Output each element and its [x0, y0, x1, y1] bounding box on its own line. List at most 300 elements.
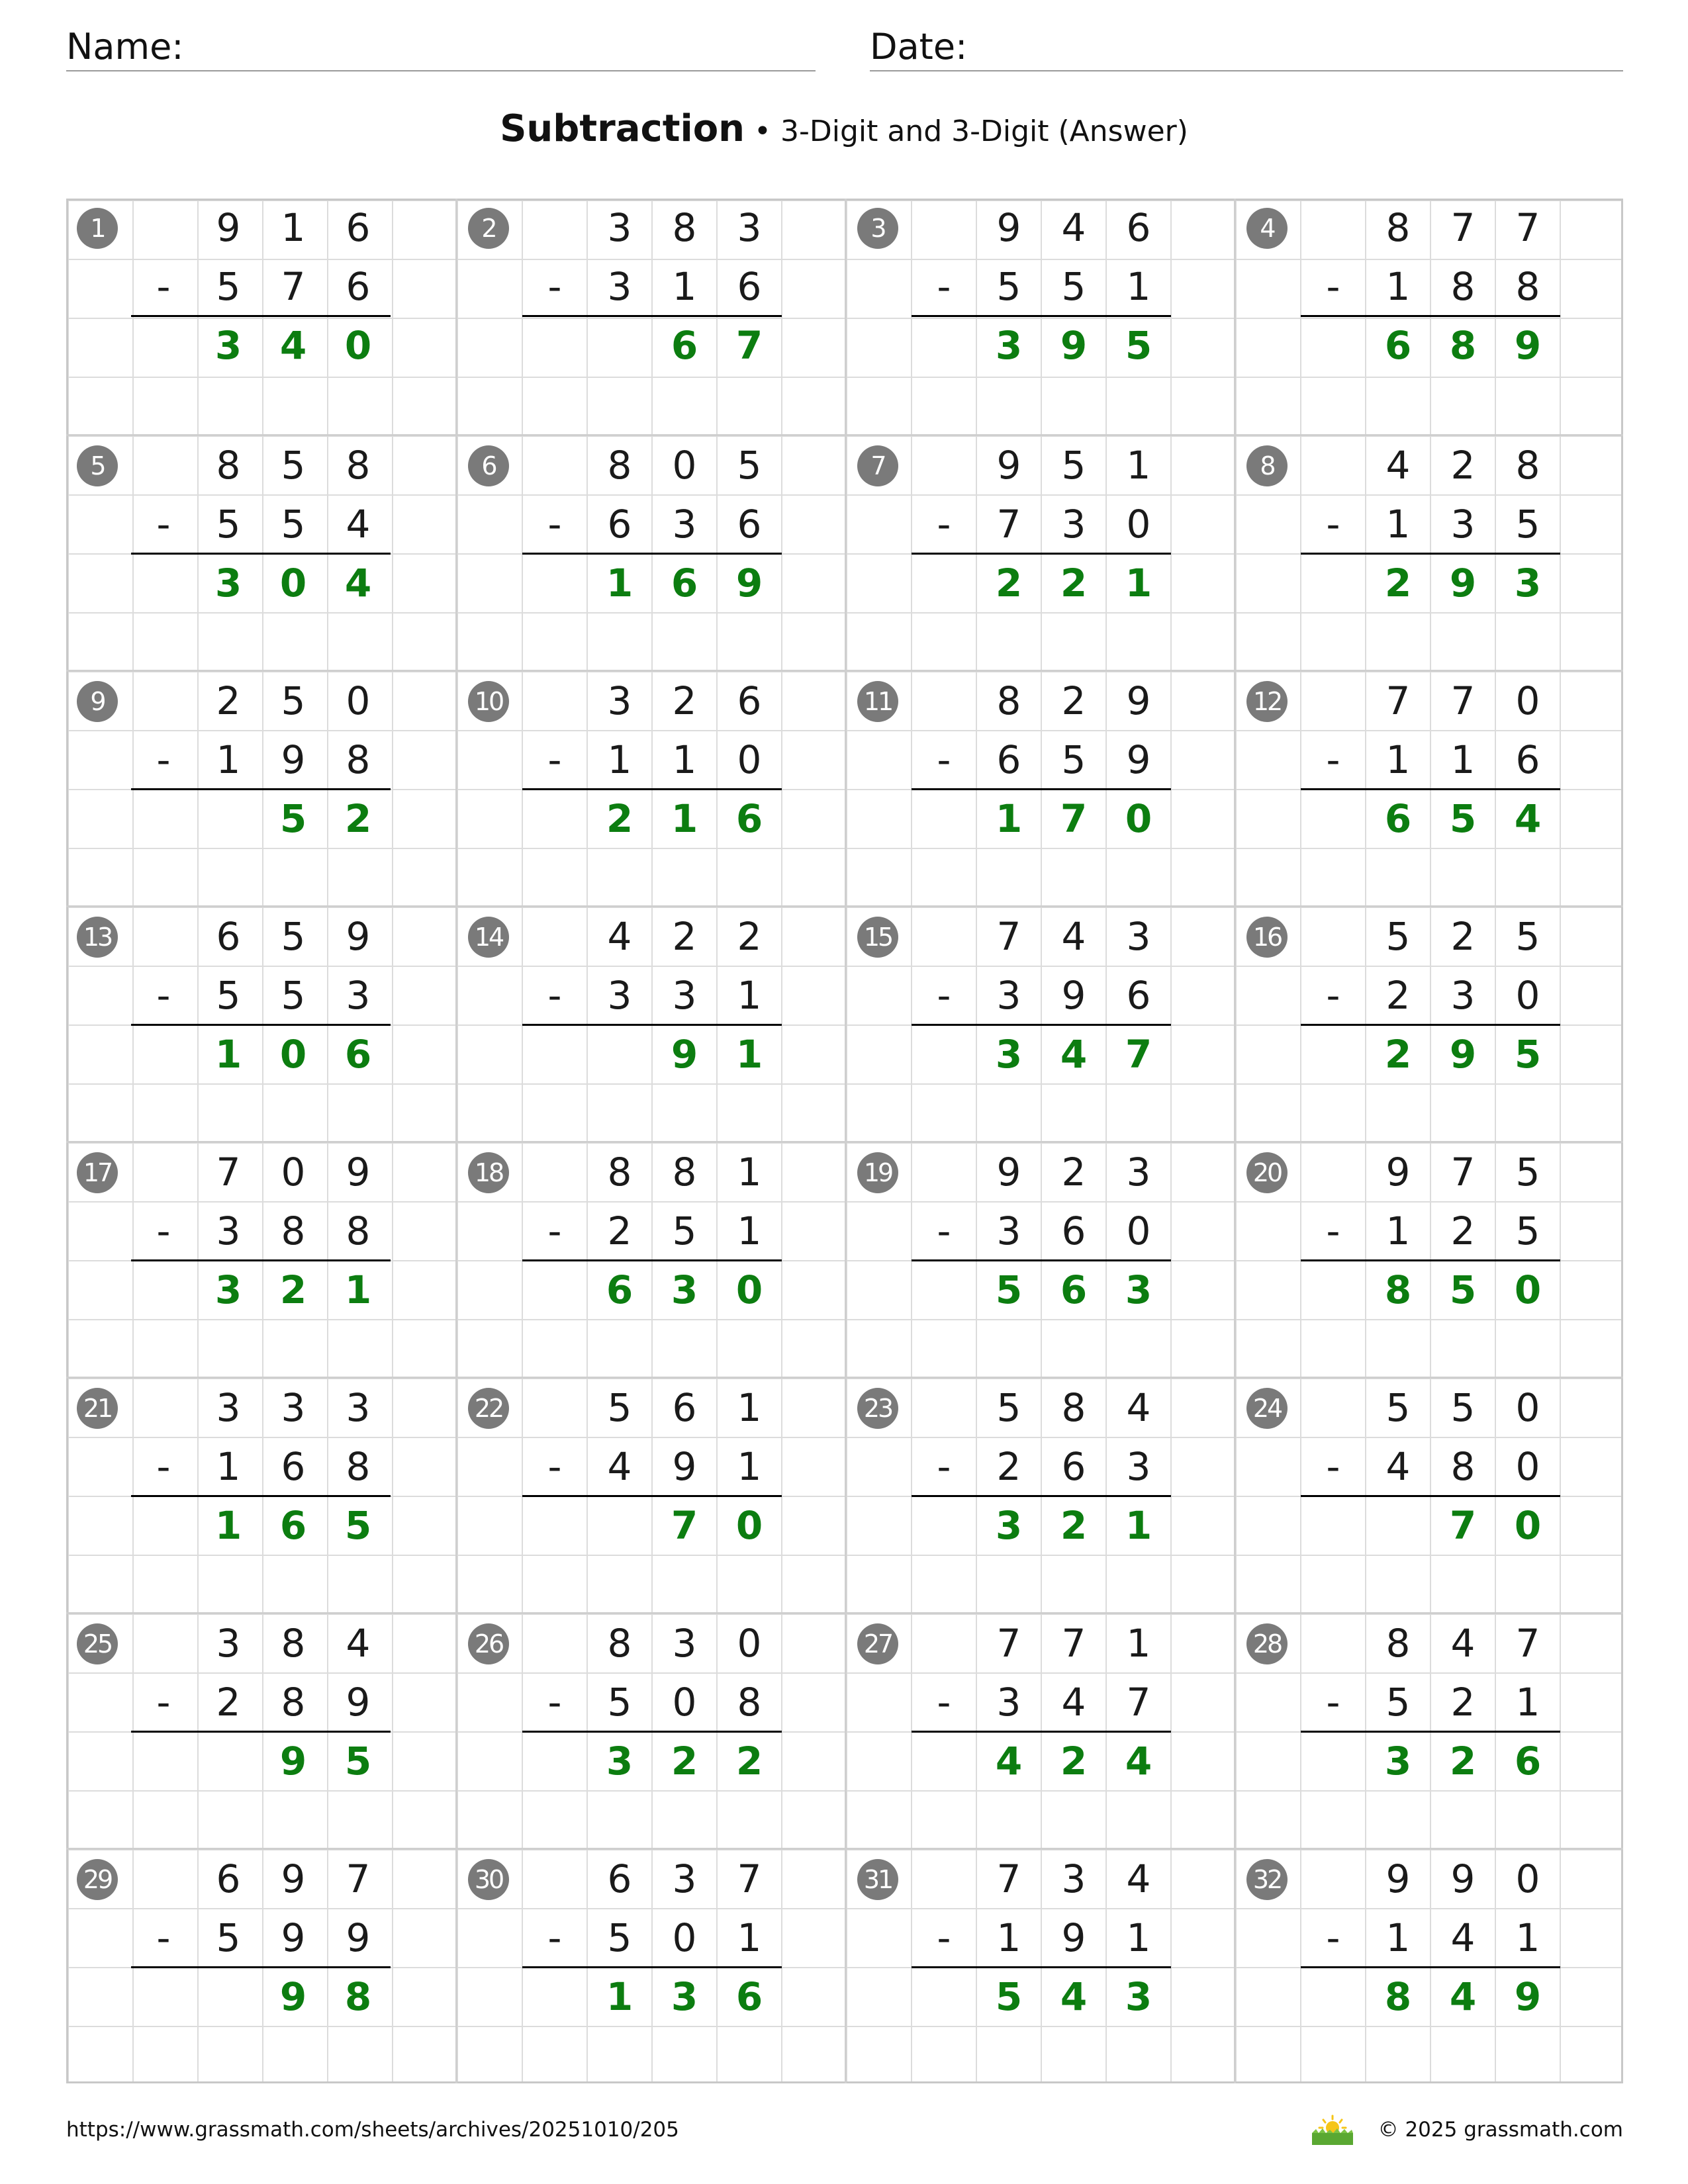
subtrahend-digit: 0 — [672, 1915, 697, 1960]
subtrahend-digit: 4 — [346, 502, 371, 547]
answer-digit: 7 — [735, 323, 763, 368]
problem-number-badge: 25 — [77, 1623, 118, 1664]
problem-29 — [66, 1848, 455, 2083]
subtrahend-digit: 6 — [281, 1444, 306, 1489]
subtrahend-digit: 8 — [346, 737, 371, 782]
problem-5 — [66, 434, 455, 670]
subtrahend-digit: 2 — [1385, 973, 1411, 1018]
subtrahend-digit: 1 — [737, 973, 762, 1018]
problem-14 — [455, 905, 845, 1141]
answer-digit: 5 — [1514, 1032, 1542, 1077]
subtrahend-digit: 6 — [737, 502, 762, 547]
minuend-digit: 9 — [281, 1856, 306, 1901]
problem-number-badge: 32 — [1246, 1859, 1288, 1900]
answer-digit: 2 — [606, 796, 633, 841]
subtrahend-digit: 1 — [1515, 1680, 1540, 1725]
subtrahend-digit: 5 — [216, 502, 241, 547]
minuend-digit: 9 — [1450, 1856, 1476, 1901]
answer-digit: 1 — [606, 1974, 633, 2019]
problem-12 — [1234, 670, 1623, 905]
problem-number-badge: 1 — [77, 208, 118, 249]
subtrahend-digit: 6 — [607, 502, 632, 547]
subtrahend-digit: 1 — [1385, 737, 1411, 782]
subtrahend-digit: 0 — [1126, 1208, 1151, 1253]
minus-sign: - — [937, 1915, 951, 1960]
answer-digit: 7 — [1125, 1032, 1152, 1077]
minuend-digit: 0 — [672, 443, 697, 488]
footer-brand — [1309, 2111, 1623, 2148]
minuend-digit: 6 — [346, 205, 371, 250]
minuend-digit: 7 — [1515, 1621, 1540, 1666]
minus-sign: - — [1326, 502, 1340, 547]
minuend-digit: 8 — [1385, 205, 1411, 250]
answer-digit: 4 — [1060, 1032, 1088, 1077]
minuend-digit: 7 — [1061, 1621, 1086, 1666]
problem-number-badge: 18 — [468, 1152, 509, 1193]
subtrahend-digit: 0 — [672, 1680, 697, 1725]
minuend-digit: 4 — [1385, 443, 1411, 488]
answer-digit: 7 — [1060, 796, 1088, 841]
subtrahend-digit: 7 — [281, 264, 306, 309]
subtrahend-digit: 5 — [216, 973, 241, 1018]
answer-digit: 3 — [214, 1267, 242, 1312]
problem-number-badge: 26 — [468, 1623, 509, 1664]
minuend-digit: 2 — [672, 678, 697, 723]
answer-digit: 9 — [279, 1974, 307, 2019]
answer-digit: 2 — [735, 1739, 763, 1784]
minuend-digit: 0 — [281, 1150, 306, 1195]
answer-digit: 3 — [995, 323, 1023, 368]
minuend-digit: 7 — [1450, 205, 1476, 250]
subtrahend-digit: 1 — [1450, 737, 1476, 782]
answer-digit: 5 — [995, 1974, 1023, 2019]
answer-digit: 3 — [1514, 561, 1542, 606]
answer-digit: 0 — [735, 1503, 763, 1548]
problem-3 — [845, 199, 1234, 434]
subtrahend-digit: 6 — [1061, 1444, 1086, 1489]
minuend-digit: 5 — [1385, 1385, 1411, 1430]
minuend-digit: 7 — [996, 1856, 1021, 1901]
minuend-digit: 3 — [737, 205, 762, 250]
answer-digit: 1 — [344, 1267, 372, 1312]
problem-28 — [1234, 1612, 1623, 1848]
subtrahend-digit: 5 — [1385, 1680, 1411, 1725]
problem-number-badge: 11 — [857, 681, 898, 722]
subtrahend-digit: 1 — [216, 1444, 241, 1489]
minuend-digit: 4 — [1061, 914, 1086, 959]
answer-digit: 1 — [214, 1032, 242, 1077]
problem-9 — [66, 670, 455, 905]
minuend-digit: 8 — [1515, 443, 1540, 488]
subtrahend-digit: 0 — [1126, 502, 1151, 547]
answer-digit: 6 — [1060, 1267, 1088, 1312]
minuend-digit: 7 — [1385, 678, 1411, 723]
subtrahend-digit: 3 — [1061, 502, 1086, 547]
answer-digit: 2 — [1384, 561, 1412, 606]
subtrahend-digit: 0 — [1515, 1444, 1540, 1489]
subtrahend-digit: 8 — [1450, 1444, 1476, 1489]
minuend-digit: 6 — [737, 678, 762, 723]
problem-number-badge: 4 — [1246, 208, 1288, 249]
minus-sign: - — [156, 1444, 171, 1489]
minuend-digit: 5 — [1515, 914, 1540, 959]
subtrahend-digit: 1 — [607, 737, 632, 782]
minuend-digit: 2 — [1061, 678, 1086, 723]
subtrahend-digit: 1 — [1126, 1915, 1151, 1960]
problem-19 — [845, 1141, 1234, 1377]
answer-digit: 1 — [735, 1032, 763, 1077]
minuend-digit: 7 — [1450, 1150, 1476, 1195]
answer-digit: 3 — [606, 1739, 633, 1784]
answer-digit: 3 — [1125, 1974, 1152, 2019]
minus-sign: - — [156, 1680, 171, 1725]
subtrahend-digit: 2 — [1450, 1208, 1476, 1253]
answer-digit: 2 — [995, 561, 1023, 606]
minuend-digit: 8 — [996, 678, 1021, 723]
problem-number-badge: 22 — [468, 1388, 509, 1429]
problem-27 — [845, 1612, 1234, 1848]
minuend-digit: 7 — [346, 1856, 371, 1901]
problem-16 — [1234, 905, 1623, 1141]
minus-sign: - — [937, 264, 951, 309]
subtrahend-digit: 9 — [281, 1915, 306, 1960]
answer-digit: 3 — [995, 1503, 1023, 1548]
minuend-digit: 2 — [216, 678, 241, 723]
title-main: Subtraction — [500, 107, 745, 150]
answer-digit: 0 — [1125, 796, 1152, 841]
answer-digit: 4 — [279, 323, 307, 368]
answer-digit: 8 — [1384, 1267, 1412, 1312]
problem-23 — [845, 1377, 1234, 1612]
problem-6 — [455, 434, 845, 670]
problem-number-badge: 21 — [77, 1388, 118, 1429]
answer-digit: 5 — [344, 1739, 372, 1784]
subtrahend-digit: 7 — [1126, 1680, 1151, 1725]
minuend-digit: 3 — [1126, 914, 1151, 959]
minuend-digit: 8 — [672, 1150, 697, 1195]
answer-digit: 4 — [1060, 1974, 1088, 2019]
minuend-digit: 5 — [1385, 914, 1411, 959]
answer-digit: 8 — [1449, 323, 1477, 368]
answer-digit: 2 — [1449, 1739, 1477, 1784]
minuend-digit: 5 — [607, 1385, 632, 1430]
minuend-digit: 3 — [216, 1621, 241, 1666]
subtrahend-digit: 5 — [1061, 737, 1086, 782]
minuend-digit: 9 — [1126, 678, 1151, 723]
answer-digit: 2 — [1060, 561, 1088, 606]
problem-number-badge: 23 — [857, 1388, 898, 1429]
answer-digit: 1 — [995, 796, 1023, 841]
minuend-digit: 8 — [607, 1150, 632, 1195]
subtrahend-digit: 8 — [1450, 264, 1476, 309]
answer-digit: 5 — [1125, 323, 1152, 368]
minus-sign: - — [547, 1680, 562, 1725]
minuend-digit: 9 — [216, 205, 241, 250]
subtrahend-digit: 5 — [1515, 502, 1540, 547]
minuend-digit: 6 — [216, 914, 241, 959]
minuend-digit: 4 — [1061, 205, 1086, 250]
minus-sign: - — [547, 737, 562, 782]
problem-number-badge: 31 — [857, 1859, 898, 1900]
answer-digit: 7 — [1449, 1503, 1477, 1548]
problem-11 — [845, 670, 1234, 905]
subtrahend-digit: 0 — [737, 737, 762, 782]
answer-digit: 8 — [344, 1974, 372, 2019]
subtrahend-digit: 1 — [672, 264, 697, 309]
grass-sun-logo-icon — [1309, 2113, 1356, 2146]
minuend-digit: 8 — [1385, 1621, 1411, 1666]
subtrahend-digit: 2 — [996, 1444, 1021, 1489]
subtrahend-digit: 3 — [996, 1680, 1021, 1725]
minuend-digit: 7 — [737, 1856, 762, 1901]
subtrahend-digit: 9 — [346, 1915, 371, 1960]
answer-digit: 5 — [1449, 796, 1477, 841]
subtrahend-digit: 3 — [672, 502, 697, 547]
subtrahend-digit: 5 — [216, 264, 241, 309]
minus-sign: - — [547, 973, 562, 1018]
minus-sign: - — [937, 1680, 951, 1725]
answer-digit: 2 — [1384, 1032, 1412, 1077]
minuend-digit: 1 — [737, 1385, 762, 1430]
page-title — [0, 106, 1688, 155]
minus-sign: - — [1326, 1915, 1340, 1960]
minuend-digit: 0 — [1515, 1385, 1540, 1430]
subtrahend-digit: 5 — [607, 1915, 632, 1960]
answer-digit: 6 — [344, 1032, 372, 1077]
subtrahend-digit: 8 — [346, 1444, 371, 1489]
minuend-digit: 5 — [1515, 1150, 1540, 1195]
subtrahend-digit: 5 — [672, 1208, 697, 1253]
minuend-digit: 5 — [1061, 443, 1086, 488]
answer-digit: 2 — [344, 796, 372, 841]
minus-sign: - — [156, 1915, 171, 1960]
answer-digit: 6 — [279, 1503, 307, 1548]
problem-number-badge: 13 — [77, 917, 118, 958]
subtrahend-digit: 1 — [216, 737, 241, 782]
minus-sign: - — [937, 1208, 951, 1253]
answer-digit: 1 — [1125, 561, 1152, 606]
minuend-digit: 4 — [1126, 1385, 1151, 1430]
answer-digit: 2 — [671, 1739, 698, 1784]
subtrahend-digit: 5 — [996, 264, 1021, 309]
minuend-digit: 8 — [281, 1621, 306, 1666]
minus-sign: - — [937, 973, 951, 1018]
subtrahend-digit: 5 — [281, 502, 306, 547]
minuend-digit: 8 — [607, 443, 632, 488]
answer-digit: 5 — [995, 1267, 1023, 1312]
minuend-digit: 3 — [672, 1621, 697, 1666]
subtrahend-digit: 9 — [346, 1680, 371, 1725]
answer-digit: 1 — [671, 796, 698, 841]
subtrahend-digit: 1 — [1385, 264, 1411, 309]
footer-url: https://www.grassmath.com/sheets/archives/20251010/205 — [66, 2118, 679, 2142]
answer-digit: 9 — [1514, 1974, 1542, 2019]
answer-digit: 3 — [671, 1974, 698, 2019]
title-subtitle: 3-Digit and 3-Digit (Answer) — [780, 114, 1188, 148]
subtrahend-digit: 3 — [346, 973, 371, 1018]
answer-digit: 0 — [1514, 1503, 1542, 1548]
minuend-digit: 1 — [1126, 1621, 1151, 1666]
subtrahend-digit: 0 — [1515, 973, 1540, 1018]
minuend-digit: 5 — [281, 914, 306, 959]
subtrahend-digit: 3 — [1450, 502, 1476, 547]
subtrahend-digit: 3 — [996, 1208, 1021, 1253]
problem-31 — [845, 1848, 1234, 2083]
problem-number-badge: 29 — [77, 1859, 118, 1900]
minuend-digit: 0 — [737, 1621, 762, 1666]
minuend-digit: 9 — [346, 1150, 371, 1195]
subtrahend-digit: 9 — [1061, 1915, 1086, 1960]
subtrahend-digit: 8 — [737, 1680, 762, 1725]
title-separator: • — [754, 114, 771, 148]
minus-sign: - — [937, 737, 951, 782]
subtrahend-digit: 1 — [996, 1915, 1021, 1960]
minuend-digit: 4 — [1450, 1621, 1476, 1666]
answer-digit: 2 — [1060, 1503, 1088, 1548]
minuend-digit: 6 — [672, 1385, 697, 1430]
subtrahend-digit: 9 — [1061, 973, 1086, 1018]
minus-sign: - — [156, 1208, 171, 1253]
answer-digit: 9 — [671, 1032, 698, 1077]
subtrahend-digit: 3 — [1450, 973, 1476, 1018]
subtrahend-digit: 5 — [281, 973, 306, 1018]
problem-number-badge: 27 — [857, 1623, 898, 1664]
answer-digit: 0 — [279, 561, 307, 606]
minuend-digit: 0 — [1515, 678, 1540, 723]
subtrahend-digit: 5 — [1061, 264, 1086, 309]
problem-number-badge: 7 — [857, 445, 898, 486]
answer-digit: 3 — [995, 1032, 1023, 1077]
minuend-digit: 6 — [216, 1856, 241, 1901]
problem-25 — [66, 1612, 455, 1848]
answer-digit: 2 — [1060, 1739, 1088, 1784]
subtrahend-digit: 6 — [346, 264, 371, 309]
answer-digit: 3 — [1125, 1267, 1152, 1312]
minuend-digit: 2 — [737, 914, 762, 959]
subtrahend-digit: 3 — [1126, 1444, 1151, 1489]
subtrahend-digit: 8 — [281, 1208, 306, 1253]
problem-number-badge: 3 — [857, 208, 898, 249]
minus-sign: - — [547, 502, 562, 547]
minuend-digit: 9 — [996, 205, 1021, 250]
problem-number-badge: 17 — [77, 1152, 118, 1193]
problem-13 — [66, 905, 455, 1141]
answer-digit: 3 — [671, 1267, 698, 1312]
answer-digit: 8 — [1384, 1974, 1412, 2019]
subtrahend-digit: 6 — [996, 737, 1021, 782]
minus-sign: - — [1326, 264, 1340, 309]
minus-sign: - — [156, 264, 171, 309]
problem-21 — [66, 1377, 455, 1612]
minuend-digit: 9 — [346, 914, 371, 959]
problem-1 — [66, 199, 455, 434]
problem-10 — [455, 670, 845, 905]
subtrahend-digit: 1 — [1385, 1915, 1411, 1960]
minuend-digit: 4 — [346, 1621, 371, 1666]
answer-digit: 0 — [1514, 1267, 1542, 1312]
minuend-digit: 9 — [1385, 1856, 1411, 1901]
minuend-digit: 0 — [1515, 1856, 1540, 1901]
answer-digit: 7 — [671, 1503, 698, 1548]
problem-number-badge: 19 — [857, 1152, 898, 1193]
minus-sign: - — [156, 502, 171, 547]
answer-digit: 9 — [279, 1739, 307, 1784]
subtrahend-digit: 1 — [1126, 264, 1151, 309]
minuend-digit: 5 — [281, 443, 306, 488]
minuend-digit: 5 — [737, 443, 762, 488]
date-label: Date: — [870, 26, 968, 68]
answer-digit: 3 — [214, 561, 242, 606]
subtrahend-digit: 1 — [1385, 502, 1411, 547]
minuend-digit: 7 — [1450, 678, 1476, 723]
minuend-digit: 6 — [607, 1856, 632, 1901]
minus-sign: - — [547, 264, 562, 309]
answer-digit: 9 — [1449, 561, 1477, 606]
minuend-digit: 4 — [607, 914, 632, 959]
problem-17 — [66, 1141, 455, 1377]
minuend-digit: 7 — [1515, 205, 1540, 250]
minuend-digit: 3 — [1126, 1150, 1151, 1195]
problem-number-badge: 30 — [468, 1859, 509, 1900]
minus-sign: - — [1326, 973, 1340, 1018]
name-field[interactable] — [66, 24, 816, 71]
problem-32 — [1234, 1848, 1623, 2083]
minuend-digit: 7 — [996, 914, 1021, 959]
answer-digit: 1 — [214, 1503, 242, 1548]
subtrahend-digit: 9 — [1126, 737, 1151, 782]
minuend-digit: 8 — [672, 205, 697, 250]
subtrahend-digit: 9 — [281, 737, 306, 782]
subtrahend-digit: 3 — [672, 973, 697, 1018]
subtrahend-digit: 1 — [1385, 1208, 1411, 1253]
minuend-digit: 5 — [996, 1385, 1021, 1430]
minuend-digit: 3 — [607, 205, 632, 250]
minus-sign: - — [156, 737, 171, 782]
subtrahend-digit: 6 — [737, 264, 762, 309]
problem-18 — [455, 1141, 845, 1377]
answer-digit: 6 — [1384, 323, 1412, 368]
problem-22 — [455, 1377, 845, 1612]
answer-digit: 9 — [1514, 323, 1542, 368]
subtrahend-digit: 9 — [672, 1444, 697, 1489]
subtrahend-digit: 1 — [737, 1915, 762, 1960]
minuend-digit: 7 — [996, 1621, 1021, 1666]
minuend-digit: 3 — [216, 1385, 241, 1430]
minus-sign: - — [1326, 1444, 1340, 1489]
answer-digit: 6 — [671, 561, 698, 606]
answer-digit: 0 — [344, 323, 372, 368]
answer-digit: 5 — [344, 1503, 372, 1548]
subtrahend-digit: 4 — [1061, 1680, 1086, 1725]
problem-24 — [1234, 1377, 1623, 1612]
problem-15 — [845, 905, 1234, 1141]
answer-digit: 9 — [1449, 1032, 1477, 1077]
subtrahend-digit: 7 — [996, 502, 1021, 547]
answer-digit: 9 — [1060, 323, 1088, 368]
subtrahend-digit: 8 — [1515, 264, 1540, 309]
minuend-digit: 9 — [1385, 1150, 1411, 1195]
minuend-digit: 0 — [346, 678, 371, 723]
minuend-digit: 2 — [672, 914, 697, 959]
subtrahend-digit: 1 — [1515, 1915, 1540, 1960]
date-field[interactable] — [870, 24, 1623, 71]
minus-sign: - — [547, 1208, 562, 1253]
answer-digit: 5 — [279, 796, 307, 841]
minus-sign: - — [937, 502, 951, 547]
minuend-digit: 9 — [996, 443, 1021, 488]
minus-sign: - — [156, 973, 171, 1018]
problem-2 — [455, 199, 845, 434]
